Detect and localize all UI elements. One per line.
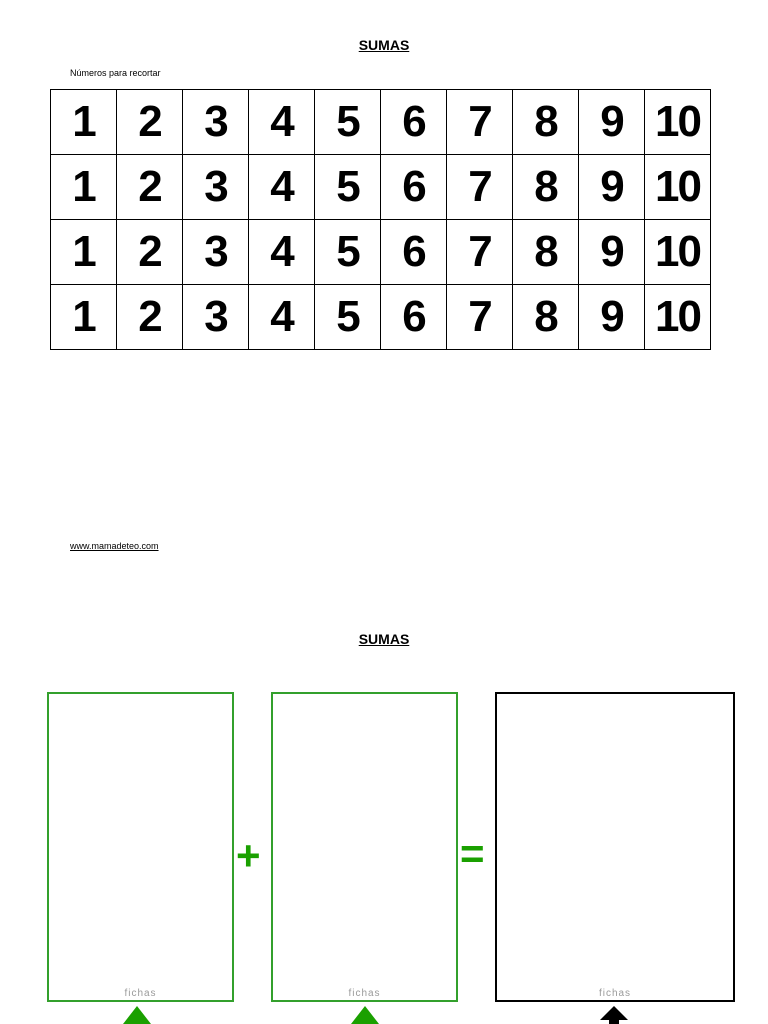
page-title-top: SUMAS: [358, 37, 410, 53]
number-cell: 9: [579, 155, 645, 220]
number-cell: 10: [645, 90, 711, 155]
cutout-numbers-caption: Números para recortar: [70, 68, 161, 78]
number-cell: 5: [315, 90, 381, 155]
number-cell: 9: [579, 220, 645, 285]
number-cell: 2: [117, 285, 183, 350]
box-label: fichas: [124, 988, 157, 999]
number-grid: [50, 89, 711, 350]
page-title-bottom: SUMAS: [358, 631, 410, 647]
number-cell: 5: [315, 285, 381, 350]
number-cell: 4: [249, 90, 315, 155]
grid-row: [51, 90, 711, 155]
number-cell: 10: [645, 155, 711, 220]
grid-row: [51, 220, 711, 285]
number-cell: 6: [381, 285, 447, 350]
number-cell: 2: [117, 220, 183, 285]
plus-sign: +: [236, 832, 261, 879]
number-cell: 1: [51, 90, 117, 155]
number-cell: 6: [381, 220, 447, 285]
number-cell: 2: [117, 90, 183, 155]
number-cell: 10: [645, 285, 711, 350]
arrow-up-icon: [123, 1006, 151, 1024]
number-cell: 7: [447, 90, 513, 155]
number-cell: 4: [249, 155, 315, 220]
number-cell: 4: [249, 220, 315, 285]
number-cell: 8: [513, 285, 579, 350]
number-cell: 4: [249, 285, 315, 350]
number-cell: 6: [381, 90, 447, 155]
grid-row: [51, 155, 711, 220]
number-cell: 9: [579, 285, 645, 350]
number-cell: 5: [315, 220, 381, 285]
box-label: fichas: [598, 988, 632, 999]
box-label: fichas: [348, 988, 381, 999]
number-cell: 7: [447, 285, 513, 350]
number-cell: 8: [513, 155, 579, 220]
addend-box-2: [271, 692, 458, 1002]
number-cell: 10: [645, 220, 711, 285]
arrow-up-icon: [351, 1006, 379, 1024]
number-cell: 6: [381, 155, 447, 220]
number-cell: 2: [117, 155, 183, 220]
arrow-stem: [609, 1018, 619, 1024]
number-cell: 7: [447, 220, 513, 285]
website-link[interactable]: www.mamadeteo.com: [70, 541, 159, 551]
number-cell: 3: [183, 285, 249, 350]
number-cell: 3: [183, 90, 249, 155]
number-cell: 1: [51, 155, 117, 220]
number-cell: 1: [51, 220, 117, 285]
equals-sign: =: [460, 830, 485, 877]
number-cell: 3: [183, 155, 249, 220]
number-cell: 9: [579, 90, 645, 155]
number-cell: 5: [315, 155, 381, 220]
number-cell: 8: [513, 90, 579, 155]
addend-box-1: [47, 692, 234, 1002]
number-cell: 7: [447, 155, 513, 220]
number-cell: 1: [51, 285, 117, 350]
number-cell: 8: [513, 220, 579, 285]
grid-row: [51, 285, 711, 350]
result-box: [495, 692, 735, 1002]
number-cell: 3: [183, 220, 249, 285]
